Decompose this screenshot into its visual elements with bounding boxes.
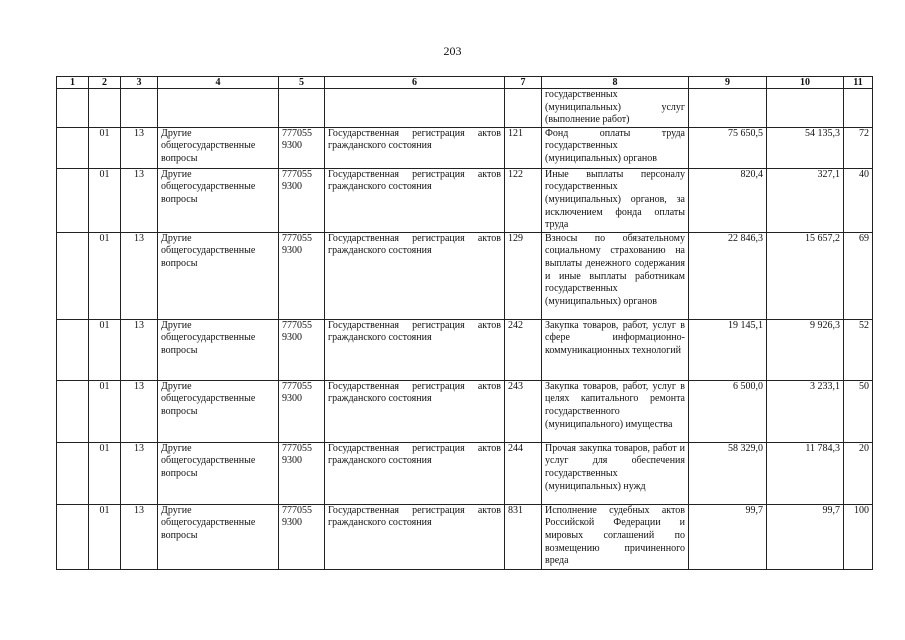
column-header: 11 — [844, 77, 873, 89]
table-row — [57, 319, 873, 380]
cell-target-name — [325, 89, 505, 128]
column-header: 5 — [279, 77, 325, 89]
cell-subsection — [121, 89, 158, 128]
cell-target-name: Государственная регистрация актов гражданского состояния — [325, 442, 505, 504]
cell-number — [57, 89, 89, 128]
cell-percent: 50 — [844, 380, 873, 442]
cell-percent: 100 — [844, 504, 873, 569]
cell-section-name: Другие общегосударственные вопросы — [158, 380, 279, 442]
cell-subsection: 13 — [121, 168, 158, 232]
cell-section-name: Другие общегосударственные вопросы — [158, 442, 279, 504]
cell-number — [57, 442, 89, 504]
cell-planned-amount — [689, 89, 767, 128]
column-header: 8 — [542, 77, 689, 89]
column-header: 3 — [121, 77, 158, 89]
cell-planned-amount: 6 500,0 — [689, 380, 767, 442]
cell-target-name: Государственная регистрация актов гражданского состояния — [325, 127, 505, 168]
cell-target-name: Государственная регистрация актов гражданского состояния — [325, 319, 505, 380]
cell-number — [57, 380, 89, 442]
cell-expense-code: 244 — [505, 442, 542, 504]
cell-subsection: 13 — [121, 127, 158, 168]
cell-expense-code: 242 — [505, 319, 542, 380]
cell-section: 01 — [89, 127, 121, 168]
cell-subsection: 13 — [121, 232, 158, 319]
cell-section: 01 — [89, 442, 121, 504]
cell-section-name: Другие общегосударственные вопросы — [158, 232, 279, 319]
table-row — [57, 168, 873, 232]
cell-subsection: 13 — [121, 442, 158, 504]
cell-percent: 69 — [844, 232, 873, 319]
cell-expense-name: Взносы по обязательному социальному страхованию на выплаты денежного содержания и иные выплаты работникам государственных (муниципальных) органов — [542, 232, 689, 319]
cell-target-code: 777055 9300 — [279, 232, 325, 319]
cell-target-name: Государственная регистрация актов гражданского состояния — [325, 168, 505, 232]
cell-expense-code: 122 — [505, 168, 542, 232]
cell-expense-code: 831 — [505, 504, 542, 569]
cell-section: 01 — [89, 232, 121, 319]
table-row — [57, 89, 873, 128]
cell-target-code: 777055 9300 — [279, 319, 325, 380]
cell-planned-amount: 99,7 — [689, 504, 767, 569]
page-number: 203 — [443, 44, 462, 58]
cell-percent: 72 — [844, 127, 873, 168]
cell-actual-amount: 9 926,3 — [767, 319, 844, 380]
cell-target-code: 777055 9300 — [279, 442, 325, 504]
cell-target-code: 777055 9300 — [279, 127, 325, 168]
cell-subsection: 13 — [121, 504, 158, 569]
cell-target-code — [279, 89, 325, 128]
cell-expense-name: Иные выплаты персоналу государственных (муниципальных) органов, за исключением фонда оплаты труда — [542, 168, 689, 232]
cell-percent — [844, 89, 873, 128]
cell-actual-amount: 54 135,3 — [767, 127, 844, 168]
budget-table — [56, 76, 873, 570]
cell-section-name — [158, 89, 279, 128]
cell-planned-amount: 75 650,5 — [689, 127, 767, 168]
cell-subsection: 13 — [121, 380, 158, 442]
column-header: 9 — [689, 77, 767, 89]
cell-percent: 20 — [844, 442, 873, 504]
cell-section-name: Другие общегосударственные вопросы — [158, 168, 279, 232]
cell-expense-code: 243 — [505, 380, 542, 442]
cell-target-name: Государственная регистрация актов гражданского состояния — [325, 232, 505, 319]
cell-section-name: Другие общегосударственные вопросы — [158, 127, 279, 168]
cell-expense-name: Фонд оплаты труда государственных (муниципальных) органов — [542, 127, 689, 168]
cell-target-name: Государственная регистрация актов гражданского состояния — [325, 504, 505, 569]
cell-actual-amount: 11 784,3 — [767, 442, 844, 504]
table-row — [57, 127, 873, 168]
cell-number — [57, 168, 89, 232]
column-header: 10 — [767, 77, 844, 89]
column-header: 6 — [325, 77, 505, 89]
cell-number — [57, 319, 89, 380]
cell-expense-name: Прочая закупка товаров, работ и услуг для обеспечения государственных (муниципальных) нужд — [542, 442, 689, 504]
cell-expense-name: государственных (муниципальных) услуг (выполнение работ) — [542, 89, 689, 128]
cell-section-name: Другие общегосударственные вопросы — [158, 319, 279, 380]
cell-section — [89, 89, 121, 128]
cell-planned-amount: 19 145,1 — [689, 319, 767, 380]
cell-number — [57, 127, 89, 168]
column-header: 7 — [505, 77, 542, 89]
cell-actual-amount — [767, 89, 844, 128]
cell-expense-name: Исполнение судебных актов Российской Федерации и мировых соглашений по возмещению причиненного вреда — [542, 504, 689, 569]
cell-subsection: 13 — [121, 319, 158, 380]
cell-actual-amount: 15 657,2 — [767, 232, 844, 319]
cell-percent: 52 — [844, 319, 873, 380]
column-header: 4 — [158, 77, 279, 89]
table-row — [57, 442, 873, 504]
cell-number — [57, 504, 89, 569]
cell-section: 01 — [89, 168, 121, 232]
cell-expense-code: 129 — [505, 232, 542, 319]
cell-expense-name: Закупка товаров, работ, услуг в целях капитального ремонта государственного (муниципального) имущества — [542, 380, 689, 442]
cell-planned-amount: 22 846,3 — [689, 232, 767, 319]
cell-target-name: Государственная регистрация актов гражданского состояния — [325, 380, 505, 442]
cell-target-code: 777055 9300 — [279, 168, 325, 232]
cell-section: 01 — [89, 380, 121, 442]
cell-expense-name: Закупка товаров, работ, услуг в сфере информационно-коммуникационных технологий — [542, 319, 689, 380]
column-header: 1 — [57, 77, 89, 89]
cell-target-code: 777055 9300 — [279, 380, 325, 442]
cell-section: 01 — [89, 319, 121, 380]
cell-actual-amount: 3 233,1 — [767, 380, 844, 442]
cell-section-name: Другие общегосударственные вопросы — [158, 504, 279, 569]
cell-number — [57, 232, 89, 319]
cell-percent: 40 — [844, 168, 873, 232]
cell-planned-amount: 58 329,0 — [689, 442, 767, 504]
cell-expense-code: 121 — [505, 127, 542, 168]
cell-actual-amount: 99,7 — [767, 504, 844, 569]
table-row — [57, 232, 873, 319]
cell-planned-amount: 820,4 — [689, 168, 767, 232]
table-row — [57, 504, 873, 569]
column-header: 2 — [89, 77, 121, 89]
table-row — [57, 380, 873, 442]
header-row — [57, 77, 873, 89]
cell-target-code: 777055 9300 — [279, 504, 325, 569]
cell-expense-code — [505, 89, 542, 128]
cell-actual-amount: 327,1 — [767, 168, 844, 232]
cell-section: 01 — [89, 504, 121, 569]
